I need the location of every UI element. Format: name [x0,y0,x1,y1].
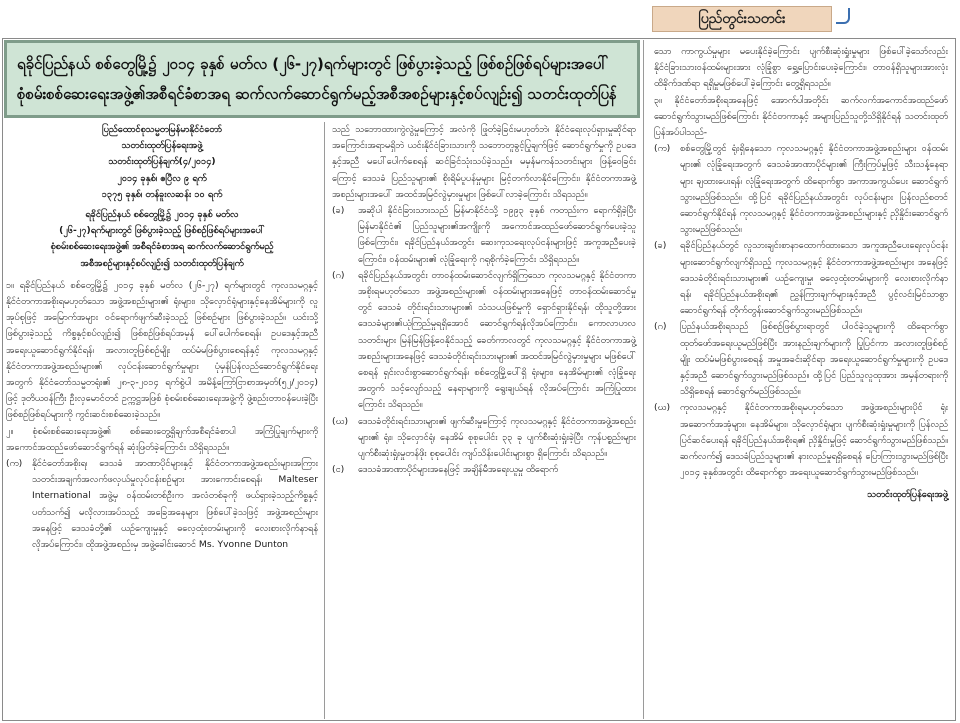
subhead-line: ရခိုင်ပြည်နယ် စစ်တွေမြို့၌ ၂၀၁၄ ခုနှစ် မတ်လ [85,209,239,221]
list-item-number: (ဂ) [332,269,345,281]
headline-box [4,40,640,118]
list-item-number: (ဃ) [332,415,349,427]
list-item-number: (ဂ) [654,321,667,333]
list-item-text: စစ်တွေမြို့တွင် ရုံးရှိနေသော ကုလသမဂ္ဂနှင့် နိုင်ငံတကာအဖွဲ့အစည်းများ ဝန်ထမ်းများ၏ လုံခြုံရေးအတွက် ဒေသခံအာဏာပိုင်များ၏ ကြီးကြပ်မှုဖြင့် သီးသန့်နေရာများ ချထားပေးရန်၊ လုံခြုံရေးအတွက် ထိရောက်စွာ အကာအကွယ်ပေး ဆောင်ရွက်သွားမည်ဖြစ်သည်။ ထို့ပြင် ရခိုင်ပြည်နယ်အတွင်း လုပ်ငန်းများ ပြန်လည်စတင်ဆောင်ရွက်နိုင်ရန် ကုလသမဂ္ဂနှင့် နိုင်ငံတကာအဖွဲ့အစည်းများနှင့် ညှိနှိုင်းဆောင်ရွက်သွားမည်ဖြစ်သည်။ [680,143,948,236]
list-item-text: အဆိုပါ နိုင်ငံခြားသားသည် မြန်မာနိုင်ငံသို့ ၁၉၉၃ ခုနှစ် ကတည်းက ရောက်ရှိခဲ့ပြီး မြန်မာနိုင်ငံ၏ ပြည်သူများ၏အကျိုးကို အကောင်အထည်ဖော်ဆောင်ရွက်ပေးခဲ့သူဖြစ်ကြောင်း၊ ရခိုင်ပြည်နယ်အတွင်း ဆေးကုသရေးလုပ်ငန်းများဖြင့် အကူအညီပေးခဲ့ကြောင်း၊ ဝန်ထမ်းများ၏ လုံခြုံရေးကို ဂရုစိုက်ခဲ့ကြောင်း သိရှိရသည်။ [358,205,636,265]
list-item-number: (က) [654,143,671,155]
list-item-text: ပြည်နယ်အစိုးရသည် ဖြစ်စဉ်ဖြစ်ပွားရာတွင် ပါဝင်ခဲ့သူများကို ထိရောက်စွာ ထုတ်ဖော်အရေးယူမည်ဖြစ်ပြီး အားနည်းချက်များကို ပြုပြင်ကာ အလားတူဖြစ်စဉ်မျိုး ထပ်မံမဖြစ်ပွားစေရန် အမှုအခင်းဆိုင်ရာ အရေးယူဆောင်ရွက်မှုများကို ဥပဒေနှင့်အညီ ဆောင်ရွက်သွားမည်ဖြစ်သည်။ ထို့ပြင် ပြည်သူလူထုအား အမှန်တရားကို သိရှိစေရန် ဆောင်ရွက်မည်ဖြစ်သည်။ [680,321,948,398]
list-item-text: ရခိုင်ပြည်နယ်တွင် လူသားချင်းစာနာထောက်ထားသော အကူအညီပေးရေးလုပ်ငန်းများဆောင်ရွက်လျက်ရှိသည့် ကုလသမဂ္ဂနှင့် နိုင်ငံတကာအဖွဲ့အစည်းများ အနေဖြင့် ဒေသခံတိုင်းရင်းသားများ၏ ယဉ်ကျေးမှု၊ ဓလေ့ထုံးတမ်းများကို လေးစားလိုက်နာရန်၊ ရခိုင်ပြည်နယ်အစိုးရ၏ ညွှန်ကြားချက်များနှင့်အညီ ပွင့်လင်းမြင်သာစွာ ဆောင်ရွက်ရန် တိုက်တွန်းဆောင်ရွက်သွားမည်ဖြစ်သည်။ [680,240,948,317]
column-2 [328,122,640,719]
paragraph-continued: သော ကာကွယ်မှုများ မပေးနိုင်ခဲ့ကြောင်း ပျက်စီးဆုံးရှုံးမှုများ ဖြစ်ပေါ်ခဲ့သော်လည်း နိုင်ငံခြားသားဝန်ထမ်းများအား လုံခြုံစွာ ရွှေ့ပြောင်းပေးခဲ့ကြောင်း၊ တာဝန်ရှိသူများအားလုံး ထိခိုက်ဒဏ်ရာ ရရှိမှုမဖြစ်ပေါ်ခဲ့ကြောင်း တွေ့ရှိရသည်။ [654,46,948,90]
header-line: သတင်းထုတ်ပြန်ရေးအဖွဲ့ [121,140,203,152]
list-item-text: ရခိုင်ပြည်နယ်အတွင်း တာဝန်ထမ်းဆောင်လျက်ရှိကြသော ကုလသမဂ္ဂနှင့် နိုင်ငံတကာအစိုးရမဟုတ်သော အဖွဲ့အစည်းများ၏ ဝန်ထမ်းများအနေဖြင့် တာဝန်ထမ်းဆောင်မှုတွင် ဒေသခံ တိုင်းရင်းသားများ၏ သံသယဖြစ်မှုကို ရှောင်ရှားနိုင်ရန်၊ ထိုသူတို့အား ဒေသခံများ၏ယုံကြည်မှုရရှိအောင် ဆောင်ရွက်ရန်လိုအပ်ကြောင်း၊ ကောလာဟလ သတင်းများ မြန်မြန်ဖြန့်ဝေနိုင်သည့် ခေတ်ကာလတွင် ကုလသမဂ္ဂနှင့် နိုင်ငံတကာအဖွဲ့အစည်းများအနေဖြင့် ဒေသခံတိုင်းရင်းသားများ၏ အထင်အမြင်လွဲမှားမှုများ မဖြစ်ပေါ်စေရန် ရှင်းလင်းစွာဆောင်ရွက်ရန်၊ စစ်တွေမြို့ပေါ်ရှိ ရုံးများ၊ နေအိမ်များ၏ လုံခြုံရေးအတွက် သင့်လျော်သည့် နေရာများကို ရွေးချယ်ရန် လိုအပ်ကြောင်း အကြံပြုထားကြောင်း သိရသည်။ [358,269,636,411]
list-item-number: (ဃ) [654,402,671,414]
subhead-line: (၂၆-၂၇)ရက်များတွင် ဖြစ်ပွားခဲ့သည့် ဖြစ်စဉ်ဖြစ်ရပ်များအပေါ် [59,225,265,237]
header-line: ၁၃၇၅ ခုနှစ်၊ တန်ခူးလဆန်း ၁၀ ရက် [101,188,223,200]
list-item-text: ကုလသမဂ္ဂနှင့် နိုင်ငံတကာအစိုးရမဟုတ်သော အဖွဲ့အစည်းများပိုင် ရုံးအဆောက်အအုံများ၊ နေအိမ်များ၊ သိုလှောင်ရုံများ ပျက်စီးဆုံးရှုံးမှုများကို ပြန်လည်ပြင်ဆင်ပေးရန် ရခိုင်ပြည်နယ်အစိုးရ၏ ညှိနှိုင်းမှုဖြင့် ဆောင်ရွက်သွားမည်ဖြစ်သည်။ ဆက်လက်၍ ဒေသခံပြည်သူများ၏ နားလည်မှုရရှိစေရန် ပြောကြားသွားမည်ဖြစ်ပြီး ၂၀၁၄ ခုနှစ်အတွင်း ထိရောက်စွာ အရေးယူဆောင်ရွက်သွားမည်ဖြစ်သည်။ [680,402,948,479]
list-item [6,456,318,553]
list-item-number: (င) [332,464,345,476]
list-item [654,238,948,319]
list-item [654,141,948,238]
list-item-number: (ခ) [654,240,667,252]
paragraph-1: ၁။ ရခိုင်ပြည်နယ် စစ်တွေမြို့၌ ၂၀၁၄ ခုနှစ် မတ်လ (၂၆-၂၇) ရက်များတွင် ကုလသမဂ္ဂနှင့်နိုင်ငံတကာအစိုးရမဟုတ်သော အဖွဲ့အစည်းများ၏ ရုံးများ၊ သိုလှောင်ရုံများနှင့်နေအိမ်များကို လူအုပ်စုဖြင့် အမြောက်အများ ဝင်ရောက်ဖျက်ဆီးခဲ့သည့် ဖြစ်စဉ်များ ဖြစ်ပွားခဲ့သည်။ ယင်းသို့ဖြစ်ပွားခဲ့သည့် ကိစ္စနှင့်စပ်လျဉ်း၍ ဖြစ်စဉ်ဖြစ်ရပ်အမှန် ပေါ်ပေါက်စေရန်၊ ဥပဒေနှင့်အညီ အရေးယူဆောင်ရွက်နိုင်ရန်၊ အလားတူဖြစ်စဉ်မျိုး ထပ်မံမဖြစ်ပွားစေရန်နှင့် ကုလသမဂ္ဂနှင့် နိုင်ငံတကာအဖွဲ့အစည်းများ၏ လုပ်ငန်းဆောင်ရွက်မှုများ ပုံမှန်ပြန်လည်ဆောင်ရွက်နိုင်ရေးအတွက် နိုင်ငံတော်သမ္မတရုံး၏ ၂၈-၃-၂၀၁၄ ရက်စွဲပါ အမိန့်ကြော်ငြာစာအမှတ်(၅၂/၂၀၁၄) ဖြင့် ဒုတိယဝန်ကြီး ဦးလှမောင်တင် ဥက္ကဋ္ဌအဖြစ် စုံစမ်းစစ်ဆေးရေးအဖွဲ့ကို ဖွဲ့စည်းတာဝန်ပေးခဲ့ပြီး ဖြစ်စဉ်ဖြစ်ရပ်များကို ကွင်းဆင်းစစ်ဆေးခဲ့သည်။ [6,279,318,421]
list-item-number: (က) [6,458,23,470]
paragraph-3: ၃။ နိုင်ငံတော်အစိုးရအနေဖြင့် အောက်ပါအတိုင်း ဆက်လက်အကောင်အထည်ဖော်ဆောင်ရွက်သွားမည်ဖြစ်ကြောင်း နိုင်ငံတကာနှင့် အများပြည်သူတို့သိရှိနိုင်ရန် သတင်းထုတ်ပြန်အပ်ပါသည်- [654,94,948,139]
signature: သတင်းထုတ်ပြန်ရေးအဖွဲ့ [867,489,948,501]
list-item [654,400,948,481]
column-1 [6,122,324,719]
paragraph-2: ၂။ စုံစမ်းစစ်ဆေးရေးအဖွဲ့၏ စစ်ဆေးတွေ့ရှိချက်အစီရင်ခံစာပါ အကြံပြုချက်များကို အကောင်အထည်ဖော်ဆောင်ရွက်ရန် ဆုံးဖြတ်ခဲ့ကြောင်း သိရှိရသည်။ [6,425,318,453]
list-item [332,414,636,463]
top-bar [0,0,960,38]
paragraph-continued: သည် သဘောထားကွဲလွဲမှုကြောင့် အလံကို ဖြုတ်ခဲ့ခြင်းမဟုတ်ဘဲ၊ နိုင်ငံရေးလုပ်ရှားမှုဆိုင်ရာ အကြောင်းအရာမရှိဘဲ ယင်းနိုင်ငံခြားသားကို သဘောတူခွင့်ပြုချက်ဖြင့် ဆောင်ရွက်မှုကို ဥပဒေနှင့်အညီ မပေါ်ပေါက်စေရန် ဆင်ခြင်သုံးသပ်ခဲ့သည်။ မမှန်မကန်သတင်းများ ဖြန့်ဝေခြင်းကြောင့် ဒေသခံ ပြည်သူများ၏ စိုးရိမ်ပူပန်မှုများ မြင့်တက်လာနိုင်ကြောင်း၊ နိုင်ငံတကာအဖွဲ့အစည်းများအပေါ် အထင်အမြင်လွဲမှားမှုများ ဖြစ်ပေါ်လာခဲ့ကြောင်း သိရသည်။ [332,124,636,200]
press-release-subhead [6,207,318,272]
list-item [332,268,636,414]
column-divider-1 [324,122,325,719]
list-item-text: ဒေသခံအာဏာပိုင်များအနေဖြင့် အချိန်မီအရေးယူမှု ထိရောက် [358,464,558,476]
list-item [332,462,636,478]
list-item-text: နိုင်ငံတော်အစိုးရ၊ ဒေသခံ အာဏာပိုင်များနှင့် နိုင်ငံတကာအဖွဲ့အစည်းများအကြား သတင်းအချက်အလက်ဖလှယ်မှုလုပ်ငန်းစဉ်များ အားကောင်းစေရန်၊ Malteser International အဖွဲ့မှ ဝန်ထမ်းတစ်ဦးက အလံတစ်ခုကို ဖယ်ရှားခဲ့သည့်ကိစ္စနှင့် ပတ်သက်၍ မလိုလားအပ်သည့် အခြေအနေများ ဖြစ်ပေါ်ခဲ့သဖြင့် အဖွဲ့အစည်းများအနေဖြင့် ဒေသခံတို့၏ ယဉ်ကျေးမှုနှင့် ဓလေ့ထုံးတမ်းများကို လေးစားလိုက်နာရန် လိုအပ်ကြောင်း၊ ထိုအဖွဲ့အစည်းမှ အဖွဲ့ခေါင်းဆောင် Ms. Yvonne Dunton [32,458,318,551]
section-tag: ပြည်တွင်းသတင်း [652,6,832,32]
press-release-header [6,122,318,203]
header-line: ပြည်ထောင်စုသမ္မတမြန်မာနိုင်ငံတော် [102,124,222,135]
list-item-number: (ခ) [332,205,345,217]
list-item-text: ဒေသခံတိုင်းရင်းသားများ၏ ဖျက်ဆီးမှုကြောင့် ကုလသမဂ္ဂနှင့် နိုင်ငံတကာအဖွဲ့အစည်းများ၏ ရုံး၊ သိုလှောင်ရုံ၊ နေအိမ် စုစုပေါင်း ၃၃ ခု ပျက်စီးဆုံးရှုံးခဲ့ပြီး ကုန်ပစ္စည်းများ ပျက်စီးဆုံးရှုံးမှုတန်ဖိုး စုစုပေါင်း ကျပ်သိန်းပေါင်းများစွာ ရှိကြောင်း သိရသည်။ [358,415,636,460]
column-3 [648,44,954,719]
corner-mark-icon [836,8,850,24]
header-line: သတင်းထုတ်ပြန်ချက်(၄/၂၀၁၄) [108,156,216,168]
list-item [654,319,948,400]
column-divider-2 [643,40,644,719]
headline-line-2: စုံစမ်းစစ်ဆေးရေးအဖွဲ့၏အစီရင်ခံစာအရ ဆက်လက်ဆောင်ရွက်မည့်အစီအစဉ်များနှင့်စပ်လျဉ်း၍ သတင်းထုတ်ပြန် [17,85,617,103]
header-line: ၂၀၁၄ ခုနှစ်၊ ဧပြီလ ၉ ရက် [117,172,207,184]
headline-line-1: ရခိုင်ပြည်နယ် စစ်တွေမြို့၌ ၂၀၁၄ ခုနှစ် မတ်လ (၂၆-၂၇)ရက်များတွင် ဖြစ်ပွားခဲ့သည့် ဖြစ်စဉ်ဖြစ်ရပ်များအပေါ် [17,55,609,73]
list-item [332,203,636,268]
subhead-line: စုံစမ်းစစ်ဆေးရေးအဖွဲ့၏ အစီရင်ခံစာအရ ဆက်လက်ဆောင်ရွက်မည့် [50,241,274,253]
subhead-line: အစီအစဉ်များနှင့်စပ်လျဉ်း၍ သတင်းထုတ်ပြန်ချက် [80,257,244,269]
